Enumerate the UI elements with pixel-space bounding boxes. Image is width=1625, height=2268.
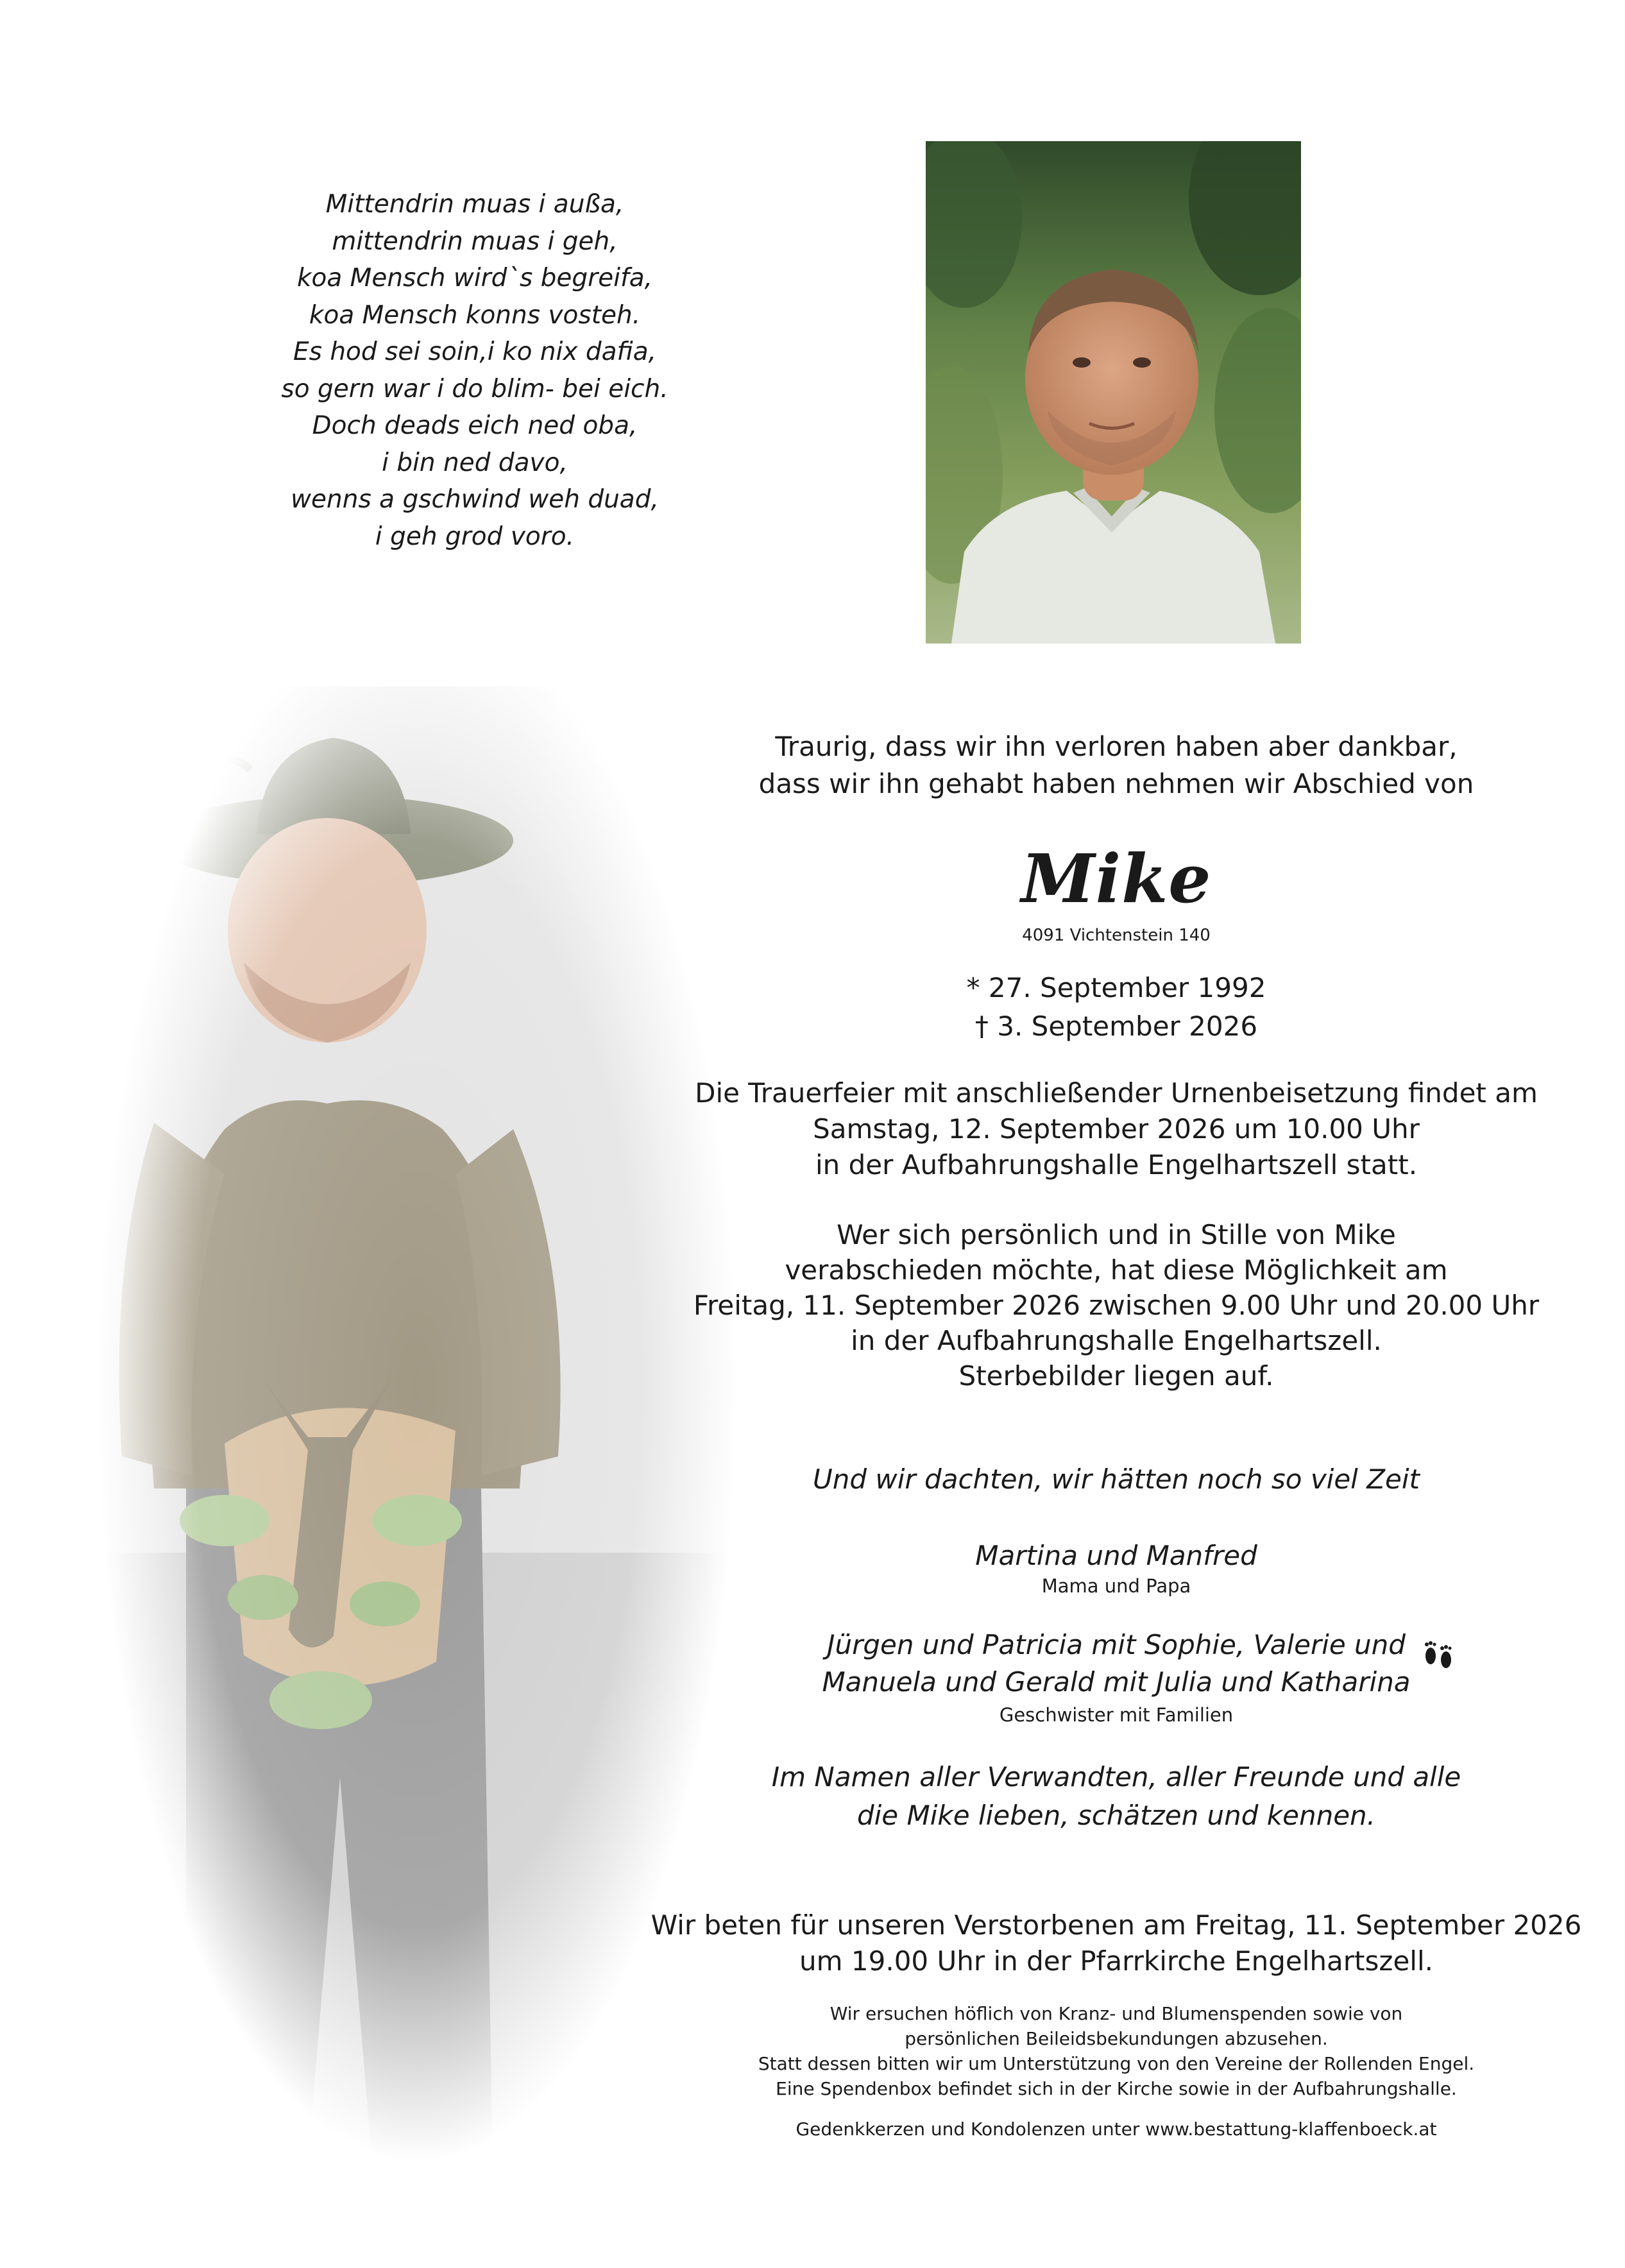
viewing-line: Wer sich persönlich und in Stille von Mike <box>837 1219 1396 1250</box>
viewing-line: verabschieden möchte, hat diese Möglichkeit am <box>785 1254 1448 1286</box>
life-dates <box>860 969 1373 1046</box>
relatives-line: die Mike lieben, schätzen und kennen. <box>856 1800 1376 1831</box>
parents-names: Martina und Manfred <box>975 1540 1257 1571</box>
siblings-line: Jürgen und Patricia mit Sophie, Valerie und <box>827 1629 1406 1660</box>
request-line: Statt dessen bitten wir um Unterstützung von den Vereine der Rollenden Engel. <box>758 2053 1475 2074</box>
prayer-line: um 19.00 Uhr in der Pfarrkirche Engelhartszell. <box>799 1945 1433 1977</box>
poem-line: koa Mensch wird`s begreifa, <box>296 264 653 293</box>
relatives-line: Im Namen aller Verwandten, aller Freunde und alle <box>771 1761 1461 1793</box>
memorial-quote: Und wir dachten, wir hätten noch so viel Zeit <box>813 1463 1420 1495</box>
deceased-name: Mike <box>1021 839 1212 918</box>
footprints-icon <box>1419 1633 1458 1671</box>
intro-line: dass wir ihn gehabt haben nehmen wir Abschied von <box>758 768 1474 799</box>
prayer-text <box>642 1907 1591 1979</box>
memorial-photo <box>96 686 738 2239</box>
viewing-line: Freitag, 11. September 2026 zwischen 9.00 Uhr und 20.00 Uhr <box>693 1290 1540 1321</box>
request-line: Wir ersuchen höflich von Kranz- und Blumenspenden sowie von <box>830 2003 1403 2024</box>
poem-line: Mittendrin muas i außa, <box>325 190 624 219</box>
birth-date: * 27. September 1992 <box>966 972 1266 1003</box>
footer-text: Gedenkkerzen und Kondolenzen unter www.bestattung-klaffenboeck.at <box>795 2119 1437 2140</box>
ceremony-line: Die Trauerfeier mit anschließender Urnenbeisetzung findet am <box>695 1077 1538 1109</box>
siblings-role: Geschwister mit Familien <box>999 1704 1234 1726</box>
poem <box>212 186 738 555</box>
death-date: † 3. September 2026 <box>974 1010 1258 1042</box>
poem-line: i bin ned davo, <box>382 448 568 477</box>
ceremony-text <box>642 1075 1591 1183</box>
donation-request <box>667 2001 1565 2101</box>
portrait-photo <box>926 141 1301 644</box>
poem-line: i geh grod voro. <box>375 522 575 551</box>
viewing-line: in der Aufbahrungshalle Engelhartszell. <box>851 1325 1382 1356</box>
request-line: Eine Spendenbox befindet sich in der Kirche sowie in der Aufbahrungshalle. <box>776 2078 1457 2099</box>
intro-line: Traurig, dass wir ihn verloren haben aber dankbar, <box>775 731 1458 762</box>
prayer-line: Wir beten für unseren Verstorbenen am Freitag, 11. September 2026 <box>651 1909 1582 1941</box>
deceased-address: 4091 Vichtenstein 140 <box>1022 926 1211 945</box>
parents-role: Mama und Papa <box>1041 1575 1191 1597</box>
ceremony-line: in der Aufbahrungshalle Engelhartszell statt. <box>815 1149 1418 1181</box>
viewing-text <box>642 1217 1591 1394</box>
poem-line: Es hod sei soin,i ko nix dafia, <box>293 337 656 366</box>
poem-line: Doch deads eich ned oba, <box>312 411 638 440</box>
ceremony-line: Samstag, 12. September 2026 um 10.00 Uhr <box>813 1113 1420 1145</box>
intro-text <box>667 728 1565 803</box>
poem-line: wenns a gschwind weh duad, <box>291 485 659 514</box>
viewing-line: Sterbebilder liegen auf. <box>958 1360 1274 1392</box>
poem-line: koa Mensch konns vosteh. <box>309 300 641 330</box>
poem-line: mittendrin muas i geh, <box>332 226 618 256</box>
request-line: persönlichen Beileidsbekundungen abzusehen. <box>905 2028 1328 2049</box>
siblings-line: Manuela und Gerald mit Julia und Katharina <box>822 1666 1411 1698</box>
relatives-text <box>667 1758 1565 1835</box>
poem-line: so gern war i do blim- bei eich. <box>281 374 668 404</box>
